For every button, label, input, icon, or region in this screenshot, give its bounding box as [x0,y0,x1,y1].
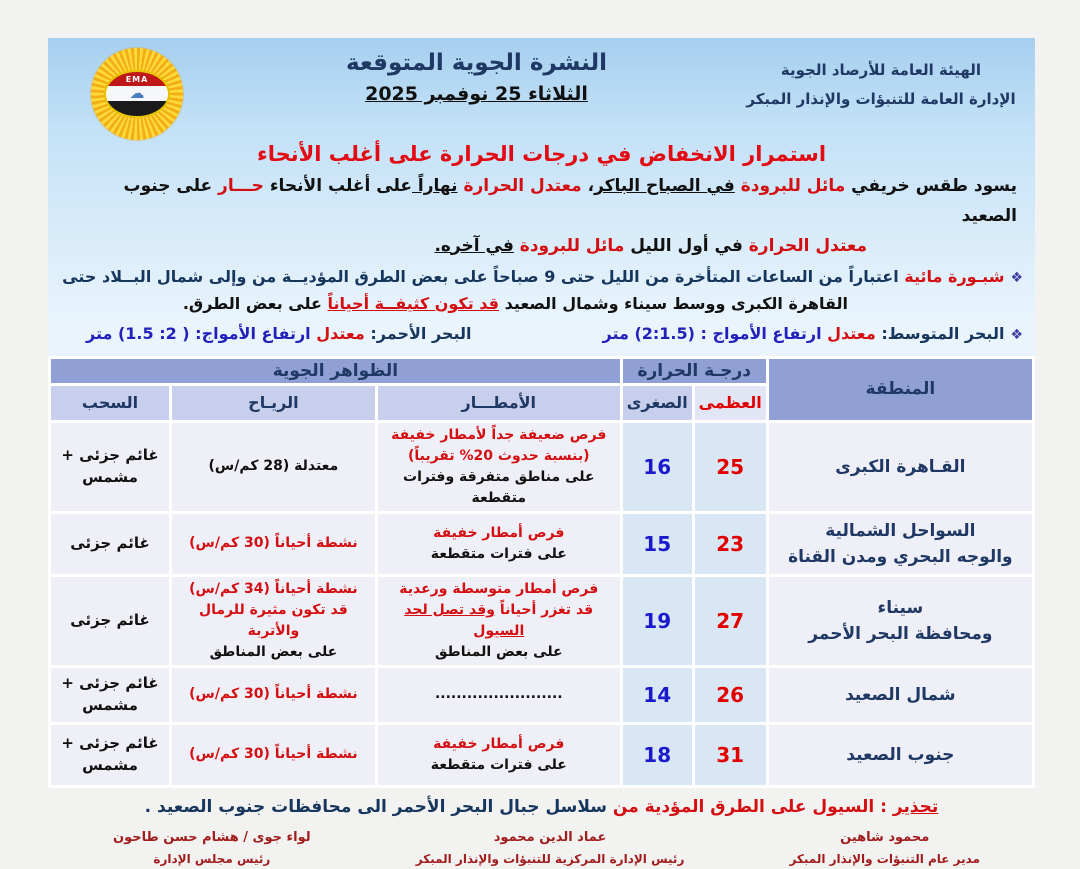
table-row-south-upper-egypt [51,725,1032,785]
wind-header: الريـاح [172,386,375,420]
signature-forecast-director: محمود شاهين مدير عام التنبؤات والإنذار المبكر [789,829,980,866]
max-temp-value: 23 [695,514,766,574]
rain-cell: فرص أمطار خفيفة على فترات متقطعة [378,514,620,574]
wind-cell: نشطة أحياناً (30 كم/س) [172,725,375,785]
clouds-header: السحب [51,386,169,420]
logo-ema-text: EMA [125,75,149,84]
diamond-bullet-icon: ❖ [1010,327,1023,343]
fog-bullet-line2: القاهرة الكبرى ووسط سيناء وشمال الصعيد قد تكون كثيفــة أحياناً على بعض الطرق. [182,294,848,314]
min-temp-value: 14 [623,668,692,722]
wind-cell: نشطة أحياناً (34 كم/س) قد تكون مثيرة للرمال والأتربة على بعض المناطق [172,577,375,665]
region-column-header: المنطقة [769,359,1032,420]
summary-line1: يسود طقس خريفي مائل للبرودة في الصباح الباكر، معتدل الحرارة نهاراً على أغلب الأنحاء حـــار على جنوب الصعيد [123,176,1017,226]
med-wave-height-value: (2:1.5) [634,324,695,343]
min-temp-value: 19 [623,577,692,665]
rain-cell: ........................ [378,668,620,722]
wind-cell: معتدلة (28 كم/س) [172,423,375,511]
red-sea-state: البحر الأحمر: معتدل ارتفاع الأمواج: (1.5 :2 ) متر [86,324,472,343]
min-temp-header: الصغرى [623,386,692,420]
summary-line2: معتدل الحرارة في أول الليل مائل للبرودة في آخره. [434,235,867,256]
clouds-cell: غائم جزئى [51,514,169,574]
max-temp-value: 26 [695,668,766,722]
forecast-table [48,356,1035,788]
logo-cloud-icon: ☁ [129,84,145,102]
org-line2: الإدارة العامة للتنبؤات والإنذار المبكر [746,90,1016,109]
rain-cell: فرص أمطار خفيفة على فترات متقطعة [378,725,620,785]
region-cell: جنوب الصعيد [769,725,1032,785]
wind-cell: نشطة أحياناً (30 كم/س) [172,514,375,574]
min-temp-value: 15 [623,514,692,574]
table-row-north-coasts [51,514,1032,574]
region-cell: القـاهرة الكبرى [769,423,1032,511]
org-line1: الهيئة العامة للأرصاد الجوية [780,61,982,79]
rain-cell: فرص أمطار متوسطة ورعدية قد تغزر أحياناً وقد تصل لحد السيول على بعض المناطق [378,577,620,665]
min-temp-value: 18 [623,725,692,785]
ema-sun-logo-icon [91,48,183,140]
max-temp-value: 27 [695,577,766,665]
weather-bulletin-page [48,38,1035,866]
region-cell: سيناء ومحافظة البحر الأحمر [769,577,1032,665]
table-group-header-row [51,359,1032,383]
clouds-cell: غائم جزئى + مشمس [51,423,169,511]
rain-cell: فرص ضعيفة جداً لأمطار خفيفة (بنسبة حدوث 20% تقريباً) على مناطق متفرقة وفترات متقطعة [378,423,620,511]
max-temp-header: العظمى [695,386,766,420]
table-row-cairo [51,423,1032,511]
mediterranean-state: ❖البحر المتوسط: معتدل ارتفاع الأمواج : (2:1.5) متر [602,324,1023,343]
page-title: النشرة الجوية المتوقعة [345,50,608,76]
min-temp-value: 16 [623,423,692,511]
fog-bullet-line1: ❖شبـورة مائية اعتباراً من الساعات المتأخرة من الليل حتى 9 صباحاً على بعض الطرق المؤديــة من وإلى شمال البــلاد حتى [62,267,1023,287]
title-block [212,48,741,105]
region-cell: شمال الصعيد [769,668,1032,722]
signatures-footer [48,817,1035,869]
header [48,38,1035,140]
clouds-cell: غائم جزئى + مشمس [51,668,169,722]
organization-name [741,48,1021,115]
logo-flag-oval [104,70,170,118]
table-row-north-upper-egypt [51,668,1032,722]
bulletin-date: الثلاثاء 25 نوفمبر 2025 [365,83,588,105]
phenomena-group-header: الظواهر الجوية [51,359,620,383]
temperature-group-header: درجـة الحرارة [623,359,766,383]
clouds-cell: غائم جزئى [51,577,169,665]
wind-cell: نشطة أحياناً (30 كم/س) [172,668,375,722]
red-sea-wave-height-value: (1.5 :2 ) [117,324,190,343]
clouds-cell: غائم جزئى + مشمس [51,725,169,785]
main-headline: استمرار الانخفاض في درجات الحرارة على أغلب الأنحاء [256,142,827,166]
region-cell: السواحل الشمالية والوجه البحري ومدن القناة [769,514,1032,574]
flood-warning: تحذير : السيول على الطرق المؤدية من سلاسل جبال البحر الأحمر الى محافظات جنوب الصعيد . [144,796,939,817]
seas-bullet [60,321,1023,348]
forecast-summary [48,166,1035,261]
rain-header: الأمطـــار [378,386,620,420]
logo-container [62,48,212,140]
bullet-list [48,261,1035,348]
signature-board-chairman: لواء جوى / هشام حسن طاحون رئيس مجلس الإدارة [113,829,311,866]
max-temp-value: 25 [695,423,766,511]
table-row-sinai-red-sea [51,577,1032,665]
signature-central-admin-head: عماد الدين محمود رئيس الإدارة المركزية للتنبؤات والإنذار المبكر [415,829,685,866]
diamond-bullet-icon: ❖ [1010,270,1023,287]
max-temp-value: 31 [695,725,766,785]
